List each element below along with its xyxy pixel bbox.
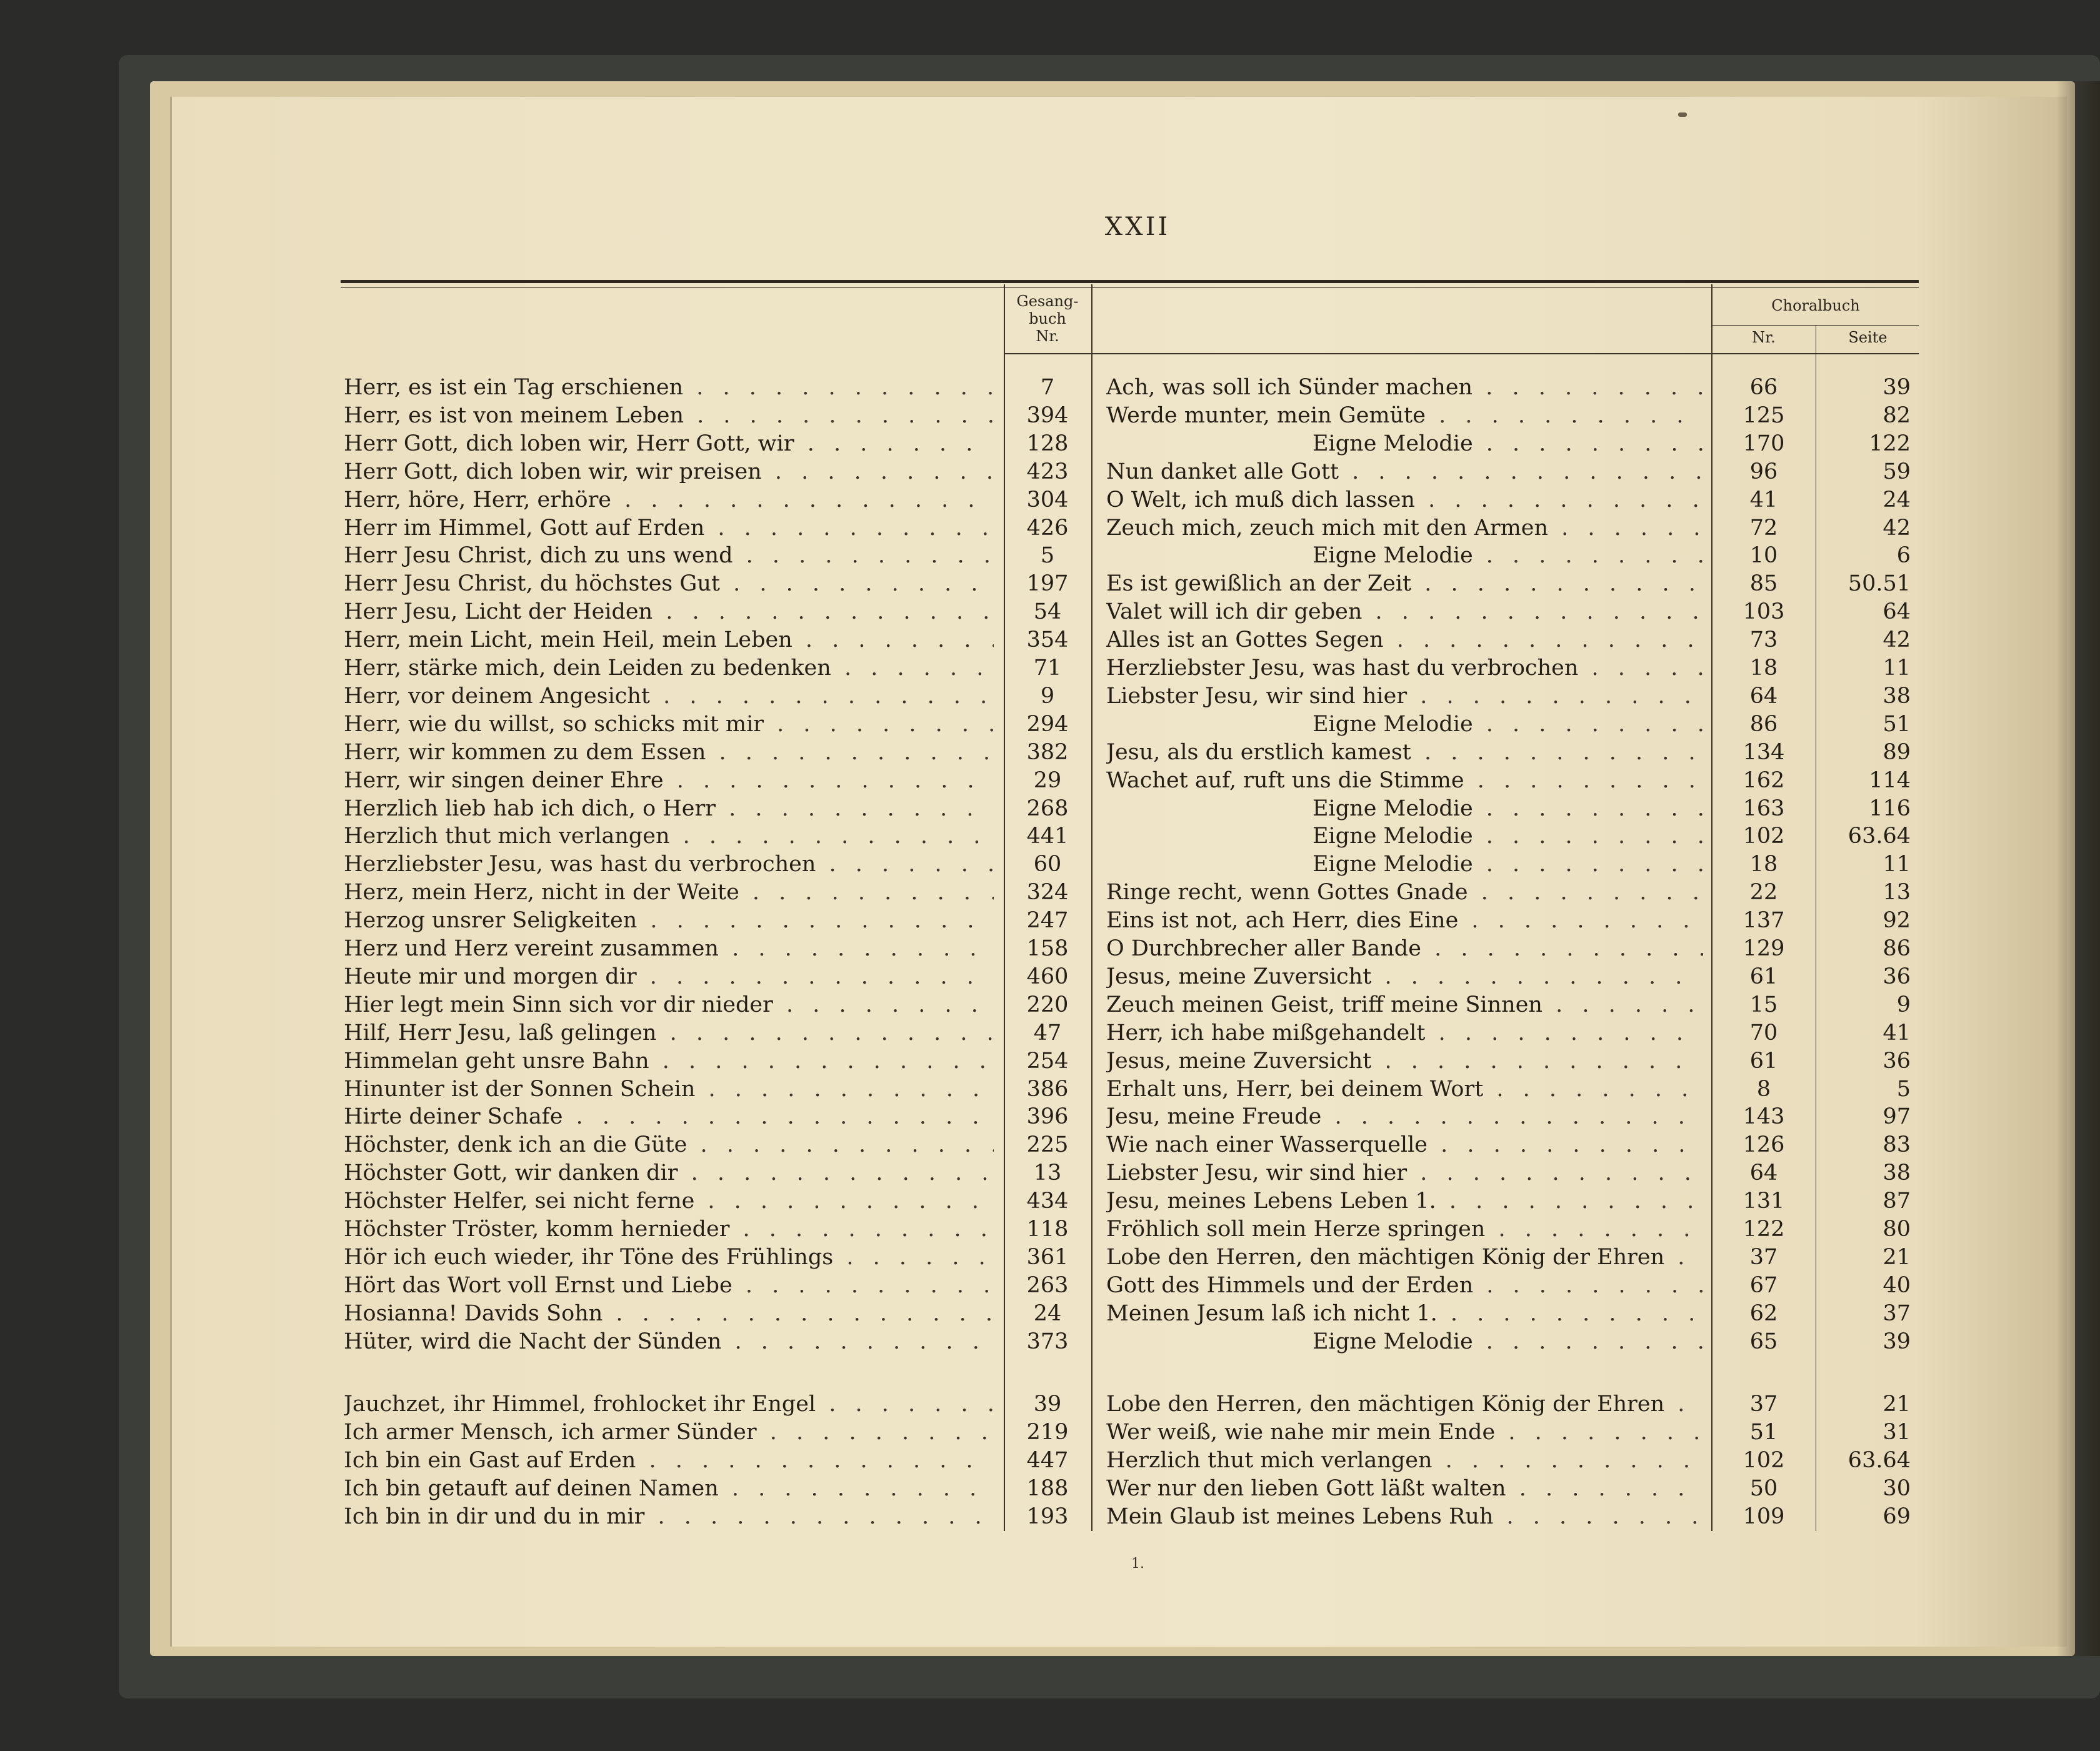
- choralbuch-seite: 42: [1882, 515, 1911, 541]
- melody-name: Eigne Melodie . . .: [1106, 1328, 1703, 1355]
- choralbuch-rule: [1711, 325, 1919, 326]
- choralbuch-seite: 13: [1882, 880, 1911, 905]
- choralbuch-seite: 69: [1882, 1504, 1911, 1529]
- choralbuch-seite: 51: [1882, 711, 1911, 737]
- gesangbuch-nr: 5: [1040, 543, 1055, 569]
- melody-name: Liebster Jesu, wir sind hier . . .: [1106, 682, 1703, 710]
- choralbuch-nr: 125: [1742, 402, 1785, 428]
- gesangbuch-nr: 354: [1026, 627, 1069, 653]
- melody-name: Jesu, als du erstlich kamest . . .: [1106, 739, 1703, 766]
- choralbuch-nr: 134: [1742, 739, 1785, 765]
- choralbuch-seite: 116: [1869, 796, 1911, 821]
- melody-name: O Welt, ich muß dich lassen . . .: [1106, 486, 1703, 514]
- hymn-title: Herr, wir singen deiner Ehre . . .: [344, 767, 994, 794]
- table-row: [0, 682, 2100, 710]
- table-row: [0, 486, 2100, 514]
- hymn-title: Herr im Himmel, Gott auf Erden . . .: [344, 514, 994, 542]
- melody-name: Jesus, meine Zuversicht . . .: [1106, 1047, 1703, 1075]
- choralbuch-nr: 73: [1749, 627, 1778, 653]
- gesangbuch-nr: 188: [1026, 1475, 1069, 1501]
- choralbuch-nr: 67: [1749, 1272, 1778, 1298]
- choralbuch-seite: 31: [1882, 1419, 1911, 1445]
- choralbuch-seite: 80: [1882, 1217, 1911, 1242]
- hymn-title: Ich bin in dir und du in mir . . .: [344, 1503, 994, 1530]
- gesangbuch-nr: 396: [1026, 1104, 1069, 1130]
- hymn-title: Hier legt mein Sinn sich vor dir nieder . . .: [344, 991, 994, 1019]
- hymn-title: Hirte deiner Schafe . . .: [344, 1103, 994, 1130]
- hymn-title: Herz, mein Herz, nicht in der Weite . . .: [344, 879, 994, 906]
- gesangbuch-nr: 247: [1026, 908, 1069, 934]
- choralbuch-nr: 65: [1749, 1329, 1778, 1354]
- hymn-title: Herr Jesu Christ, du höchstes Gut . . .: [344, 570, 994, 597]
- choralbuch-seite: 63.64: [1848, 1447, 1911, 1473]
- choralbuch-nr: 62: [1749, 1300, 1778, 1326]
- choralbuch-nr: 64: [1749, 1160, 1778, 1186]
- hymn-title: Hinunter ist der Sonnen Schein . . .: [344, 1075, 994, 1103]
- melody-name: Wer weiß, wie nahe mir mein Ende . . .: [1106, 1419, 1703, 1446]
- table-row: [0, 767, 2100, 794]
- hymn-title: Herzliebster Jesu, was hast du verbrochen . . .: [344, 851, 994, 878]
- melody-name: Fröhlich soll mein Herze springen . . .: [1106, 1215, 1703, 1243]
- gesangbuch-nr: 118: [1026, 1217, 1069, 1242]
- choralbuch-nr: 15: [1749, 992, 1778, 1017]
- gesangbuch-nr: 423: [1026, 459, 1069, 484]
- melody-name: O Durchbrecher aller Bande . . .: [1106, 935, 1703, 962]
- table-row: [0, 1047, 2100, 1075]
- table-row: [0, 1131, 2100, 1159]
- choralbuch-nr: 85: [1749, 571, 1778, 597]
- hymn-title: Hüter, wird die Nacht der Sünden . . .: [344, 1328, 994, 1355]
- gesangbuch-nr: 225: [1026, 1132, 1069, 1158]
- hymn-title: Herzog unsrer Seligkeiten . . .: [344, 907, 994, 934]
- melody-name: Herr, ich habe mißgehandelt . . .: [1106, 1019, 1703, 1047]
- choralbuch-nr: 103: [1742, 599, 1785, 625]
- choralbuch-seite: 36: [1882, 964, 1911, 989]
- choralbuch-nr: 10: [1749, 543, 1778, 569]
- gesangbuch-nr: 268: [1026, 796, 1069, 821]
- table-row: [0, 1244, 2100, 1271]
- hymn-title: Höchster, denk ich an die Güte . . .: [344, 1131, 994, 1159]
- melody-name: Ringe recht, wenn Gottes Gnade . . .: [1106, 879, 1703, 906]
- choralbuch-seite: 39: [1882, 1329, 1911, 1354]
- header-choral-nr: Nr.: [1752, 329, 1776, 346]
- hymn-title: Herr Jesu Christ, dich zu uns wend . . .: [344, 542, 994, 569]
- melody-name: Eigne Melodie . . .: [1106, 430, 1703, 457]
- gesangbuch-nr: 304: [1026, 487, 1069, 512]
- table-row: [0, 458, 2100, 486]
- melody-name: Eigne Melodie . . .: [1106, 795, 1703, 822]
- gesangbuch-nr: 254: [1026, 1048, 1069, 1074]
- gesangbuch-nr: 434: [1026, 1189, 1069, 1214]
- choralbuch-nr: 126: [1742, 1132, 1785, 1158]
- choralbuch-nr: 102: [1742, 824, 1785, 849]
- choralbuch-nr: 96: [1749, 459, 1778, 484]
- melody-name: Eigne Melodie . . .: [1106, 711, 1703, 738]
- gesangbuch-nr: 39: [1033, 1392, 1062, 1417]
- melody-name: Herzlich thut mich verlangen . . .: [1106, 1447, 1703, 1474]
- table-row: [0, 1159, 2100, 1187]
- choralbuch-nr: 18: [1749, 852, 1778, 877]
- choralbuch-seite: 21: [1882, 1392, 1911, 1417]
- choralbuch-seite: 122: [1869, 431, 1911, 456]
- melody-name: Jesu, meine Freude . . .: [1106, 1103, 1703, 1130]
- header-rule-thin: [341, 287, 1919, 288]
- gesangbuch-nr: 294: [1026, 711, 1069, 737]
- table-row: [0, 991, 2100, 1019]
- gesangbuch-nr: 13: [1033, 1160, 1062, 1186]
- gesangbuch-nr: 447: [1026, 1447, 1069, 1473]
- hymn-title: Hör ich euch wieder, ihr Töne des Frühlings . . .: [344, 1244, 994, 1271]
- hymn-title: Heute mir und morgen dir . . .: [344, 963, 994, 990]
- gesangbuch-nr: 128: [1026, 431, 1069, 456]
- melody-name: Nun danket alle Gott . . .: [1106, 458, 1703, 486]
- choralbuch-seite: 36: [1882, 1048, 1911, 1074]
- table-row: [0, 1503, 2100, 1530]
- gesangbuch-nr: 361: [1026, 1244, 1069, 1270]
- choralbuch-nr: 22: [1749, 880, 1778, 905]
- gesangbuch-nr: 386: [1026, 1076, 1069, 1102]
- hymn-title: Hosianna! Davids Sohn . . .: [344, 1300, 994, 1327]
- choralbuch-nr: 86: [1749, 711, 1778, 737]
- choralbuch-seite: 38: [1882, 1160, 1911, 1186]
- choralbuch-nr: 131: [1742, 1189, 1785, 1214]
- choralbuch-seite: 83: [1882, 1132, 1911, 1158]
- choralbuch-nr: 143: [1742, 1104, 1785, 1130]
- table-row: [0, 879, 2100, 906]
- hymn-title: Herr, wir kommen zu dem Essen . . .: [344, 739, 994, 766]
- choralbuch-seite: 11: [1882, 656, 1911, 681]
- melody-name: Liebster Jesu, wir sind hier . . .: [1106, 1159, 1703, 1187]
- choralbuch-nr: 61: [1749, 1048, 1778, 1074]
- hymn-title: Herr, mein Licht, mein Heil, mein Leben . . .: [344, 626, 994, 654]
- gesangbuch-nr: 382: [1026, 739, 1069, 765]
- melody-name: Eigne Melodie . . .: [1106, 822, 1703, 850]
- hymn-title: Herzlich thut mich verlangen . . .: [344, 822, 994, 850]
- melody-name: Eigne Melodie . . .: [1106, 851, 1703, 878]
- gesangbuch-nr: 220: [1026, 992, 1069, 1017]
- choralbuch-nr: 51: [1749, 1419, 1778, 1445]
- hymn-title: Herr Jesu, Licht der Heiden . . .: [344, 598, 994, 626]
- hymn-title: Höchster Gott, wir danken dir . . .: [344, 1159, 994, 1187]
- gesangbuch-nr: 263: [1026, 1272, 1069, 1298]
- table-row: [0, 1390, 2100, 1418]
- hymn-title: Herz und Herz vereint zusammen . . .: [344, 935, 994, 962]
- choralbuch-nr: 102: [1742, 1447, 1785, 1473]
- table-row: [0, 1103, 2100, 1130]
- choralbuch-nr: 61: [1749, 964, 1778, 989]
- gesangbuch-nr: 71: [1033, 656, 1062, 681]
- choralbuch-nr: 162: [1742, 767, 1785, 793]
- choralbuch-seite: 82: [1882, 402, 1911, 428]
- table-row: [0, 935, 2100, 962]
- gesangbuch-nr: 460: [1026, 964, 1069, 989]
- header-seite: Seite: [1848, 329, 1888, 346]
- hymn-title: Herzlich lieb hab ich dich, o Herr . . .: [344, 795, 994, 822]
- table-row: [0, 907, 2100, 934]
- table-row: [0, 654, 2100, 682]
- gesangbuch-nr: 373: [1026, 1329, 1069, 1354]
- table-row: [0, 795, 2100, 822]
- hymn-title: Hört das Wort voll Ernst und Liebe . . .: [344, 1272, 994, 1299]
- table-row: [0, 514, 2100, 542]
- gesangbuch-nr: 24: [1033, 1300, 1062, 1326]
- melody-name: Zeuch meinen Geist, triff meine Sinnen . . .: [1106, 991, 1703, 1019]
- choralbuch-nr: 137: [1742, 908, 1785, 934]
- choralbuch-seite: 114: [1869, 767, 1911, 793]
- hymn-title: Herr, vor deinem Angesicht . . .: [344, 682, 994, 710]
- table-row: [0, 430, 2100, 457]
- choralbuch-seite: 40: [1882, 1272, 1911, 1298]
- gesangbuch-nr: 426: [1026, 515, 1069, 541]
- choralbuch-nr: 64: [1749, 683, 1778, 709]
- choralbuch-nr: 109: [1742, 1504, 1785, 1529]
- melody-name: Ach, was soll ich Sünder machen . . .: [1106, 374, 1703, 401]
- table-row: [0, 1187, 2100, 1215]
- choralbuch-nr: 8: [1756, 1076, 1771, 1102]
- melody-name: Eigne Melodie . . .: [1106, 542, 1703, 569]
- melody-name: Herzliebster Jesu, was hast du verbrochen . . .: [1106, 654, 1703, 682]
- gesangbuch-nr: 394: [1026, 402, 1069, 428]
- choralbuch-seite: 6: [1896, 543, 1911, 569]
- choralbuch-nr: 70: [1749, 1020, 1778, 1045]
- melody-name: Es ist gewißlich an der Zeit . . .: [1106, 570, 1703, 597]
- choralbuch-seite: 97: [1882, 1104, 1911, 1130]
- melody-name: Wachet auf, ruft uns die Stimme . . .: [1106, 767, 1703, 794]
- hymn-title: Herr, stärke mich, dein Leiden zu bedenken . . .: [344, 654, 994, 682]
- melody-name: Wer nur den lieben Gott läßt walten . . .: [1106, 1475, 1703, 1502]
- header-rule: [341, 280, 1919, 283]
- table-row: [0, 1447, 2100, 1474]
- melody-name: Jesus, meine Zuversicht . . .: [1106, 963, 1703, 990]
- paper-speck: [1678, 112, 1687, 117]
- choralbuch-seite: 92: [1882, 908, 1911, 934]
- choralbuch-nr: 18: [1749, 656, 1778, 681]
- choralbuch-seite: 64: [1882, 599, 1911, 625]
- gesangbuch-nr: 60: [1033, 852, 1062, 877]
- table-row: [0, 570, 2100, 597]
- table-row: [0, 963, 2100, 990]
- hymn-title: Herr Gott, dich loben wir, Herr Gott, wir . . .: [344, 430, 994, 457]
- table-row: [0, 1419, 2100, 1446]
- gesangbuch-nr: 324: [1026, 880, 1069, 905]
- hymn-title: Ich bin getauft auf deinen Namen . . .: [344, 1475, 994, 1502]
- choralbuch-nr: 37: [1749, 1392, 1778, 1417]
- hymn-title: Herr Gott, dich loben wir, wir preisen . . .: [344, 458, 994, 486]
- choralbuch-seite: 5: [1896, 1076, 1911, 1102]
- table-row: [0, 374, 2100, 401]
- choralbuch-seite: 9: [1896, 992, 1911, 1017]
- melody-name: Meinen Jesum laß ich nicht 1. . . .: [1106, 1300, 1703, 1327]
- gesangbuch-nr: 197: [1026, 571, 1069, 597]
- melody-name: Zeuch mich, zeuch mich mit den Armen . . .: [1106, 514, 1703, 542]
- choralbuch-seite: 30: [1882, 1475, 1911, 1501]
- choralbuch-seite: 89: [1882, 739, 1911, 765]
- table-row: [0, 822, 2100, 850]
- choralbuch-nr: 66: [1749, 375, 1778, 400]
- melody-name: Alles ist an Gottes Segen . . .: [1106, 626, 1703, 654]
- signature-mark: 1.: [1131, 1556, 1144, 1572]
- choralbuch-nr: 50: [1749, 1475, 1778, 1501]
- table-row: [0, 1019, 2100, 1047]
- gesangbuch-nr: 158: [1026, 936, 1069, 961]
- choralbuch-nr: 72: [1749, 515, 1778, 541]
- melody-name: Jesu, meines Lebens Leben 1. . . .: [1106, 1187, 1703, 1215]
- hymn-title: Herr, höre, Herr, erhöre . . .: [344, 486, 994, 514]
- hymn-title: Jauchzet, ihr Himmel, frohlocket ihr Engel . . .: [344, 1390, 994, 1418]
- table-row: [0, 851, 2100, 878]
- gesangbuch-nr: 193: [1026, 1504, 1069, 1529]
- choralbuch-seite: 63.64: [1848, 824, 1911, 849]
- table-row: [0, 402, 2100, 429]
- choralbuch-seite: 86: [1882, 936, 1911, 961]
- melody-name: Werde munter, mein Gemüte . . .: [1106, 402, 1703, 429]
- table-row: [0, 1215, 2100, 1243]
- table-row: [0, 1328, 2100, 1355]
- choralbuch-seite: 50.51: [1848, 571, 1911, 597]
- choralbuch-nr: 122: [1742, 1217, 1785, 1242]
- hymn-title: Ich bin ein Gast auf Erden . . .: [344, 1447, 994, 1474]
- gesangbuch-nr: 441: [1026, 824, 1069, 849]
- header-bottom-rule: [1004, 353, 1919, 354]
- table-row: [0, 1300, 2100, 1327]
- choralbuch-nr: 37: [1749, 1244, 1778, 1270]
- choralbuch-nr: 163: [1742, 796, 1785, 821]
- melody-name: Mein Glaub ist meines Lebens Ruh . . .: [1106, 1503, 1703, 1530]
- choralbuch-seite: 21: [1882, 1244, 1911, 1270]
- gesangbuch-nr: 29: [1033, 767, 1062, 793]
- melody-name: Wie nach einer Wasserquelle . . .: [1106, 1131, 1703, 1159]
- gesangbuch-nr: 47: [1033, 1020, 1062, 1045]
- table-row: [0, 542, 2100, 569]
- choralbuch-seite: 24: [1882, 487, 1911, 512]
- table-row: [0, 711, 2100, 738]
- melody-name: Gott des Himmels und der Erden . . .: [1106, 1272, 1703, 1299]
- page-number: XXII: [1104, 212, 1171, 241]
- choralbuch-seite: 39: [1882, 375, 1911, 400]
- hymn-title: Ich armer Mensch, ich armer Sünder . . .: [344, 1419, 994, 1446]
- melody-name: Lobe den Herren, den mächtigen König der Ehren . . .: [1106, 1244, 1703, 1271]
- choralbuch-nr: 170: [1742, 431, 1785, 456]
- table-row: [0, 1272, 2100, 1299]
- header-choralbuch: Choralbuch: [1771, 297, 1860, 314]
- gesangbuch-nr: 219: [1026, 1419, 1069, 1445]
- hymn-title: Herr, wie du willst, so schicks mit mir . . .: [344, 711, 994, 738]
- table-row: [0, 1475, 2100, 1502]
- hymn-title: Herr, es ist von meinem Leben . . .: [344, 402, 994, 429]
- melody-name: Lobe den Herren, den mächtigen König der Ehren . . .: [1106, 1390, 1703, 1418]
- hymn-title: Himmelan geht unsre Bahn . . .: [344, 1047, 994, 1075]
- hymn-title: Höchster Tröster, komm hernieder . . .: [344, 1215, 994, 1243]
- table-row: [0, 626, 2100, 654]
- choralbuch-seite: 37: [1882, 1300, 1911, 1326]
- header-gesangbuch-nr: Gesang- buch Nr.: [1016, 292, 1079, 345]
- melody-name: Valet will ich dir geben . . .: [1106, 598, 1703, 626]
- melody-name: Eins ist not, ach Herr, dies Eine . . .: [1106, 907, 1703, 934]
- gesangbuch-nr: 9: [1040, 683, 1055, 709]
- hymn-title: Hilf, Herr Jesu, laß gelingen . . .: [344, 1019, 994, 1047]
- choralbuch-seite: 87: [1882, 1189, 1911, 1214]
- melody-name: Erhalt uns, Herr, bei deinem Wort . . .: [1106, 1075, 1703, 1103]
- gesangbuch-nr: 7: [1040, 375, 1055, 400]
- table-row: [0, 598, 2100, 626]
- choralbuch-seite: 41: [1882, 1020, 1911, 1045]
- choralbuch-seite: 42: [1882, 627, 1911, 653]
- table-row: [0, 739, 2100, 766]
- choralbuch-seite: 59: [1882, 459, 1911, 484]
- gesangbuch-nr: 54: [1033, 599, 1062, 625]
- table-row: [0, 1075, 2100, 1103]
- hymn-title: Herr, es ist ein Tag erschienen . . .: [344, 374, 994, 401]
- choralbuch-nr: 41: [1749, 487, 1778, 512]
- choralbuch-seite: 38: [1882, 683, 1911, 709]
- hymn-title: Höchster Helfer, sei nicht ferne . . .: [344, 1187, 994, 1215]
- choralbuch-seite: 11: [1882, 852, 1911, 877]
- choralbuch-nr: 129: [1742, 936, 1785, 961]
